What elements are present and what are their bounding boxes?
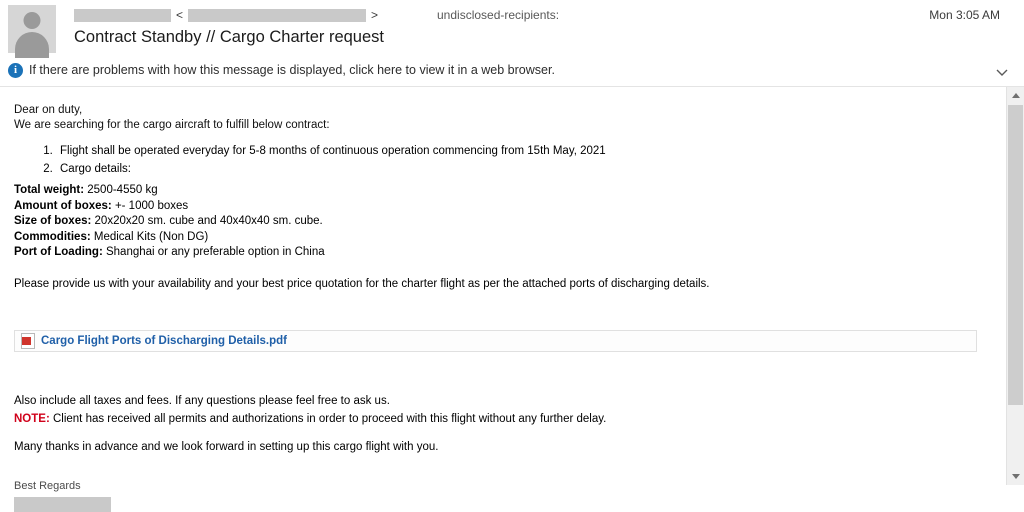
spec-label: Size of boxes: (14, 215, 92, 227)
display-problem-text[interactable]: If there are problems with how this message is displayed, click here to view it in a web browser. (29, 63, 555, 77)
sender-address-redacted (188, 9, 366, 22)
display-problem-bar[interactable] (0, 58, 1024, 82)
signature-redacted (14, 497, 111, 512)
attachment-zone (14, 322, 994, 352)
intro-line: We are searching for the cargo aircraft to fulfill below contract: (14, 119, 330, 131)
spec-row (14, 199, 994, 215)
scroll-up-button[interactable] (1007, 87, 1024, 104)
message-body (0, 87, 1024, 492)
avatar (8, 5, 56, 53)
spec-value: Medical Kits (Non DG) (90, 230, 209, 243)
arrow-up-icon (1012, 93, 1020, 98)
list-item: 2. Cargo details: (56, 161, 994, 177)
note-label: NOTE: (14, 412, 50, 425)
spec-label: Port of Loading: (14, 246, 103, 258)
chevron-down-icon[interactable] (994, 64, 1010, 80)
message-header (0, 0, 1024, 58)
attachment-name[interactable]: Cargo Flight Ports of Discharging Details.pdf (41, 334, 287, 347)
closing-line: Also include all taxes and fees. If any questions please feel free to ask us. (14, 394, 390, 407)
spec-row (14, 214, 994, 230)
closing-block (14, 392, 994, 512)
scrollbar-thumb[interactable] (1008, 105, 1023, 405)
note-text: Client has received all permits and authorizations in order to proceed with this flight without any further delay. (49, 412, 607, 425)
spec-row (14, 183, 994, 199)
spec-value: Shanghai or any preferable option in China (102, 246, 325, 258)
list-item: 1. Flight shall be operated everyday for 5-8 months of continuous operation commencing from 15th May, 2021 (56, 143, 994, 159)
spec-row (14, 230, 994, 246)
contract-list (14, 143, 994, 177)
spec-row (14, 245, 994, 261)
body-scrollbar[interactable] (1006, 87, 1024, 485)
attachment-item[interactable] (14, 330, 977, 352)
request-paragraph: Please provide us with your availability and your best price quotation for the charter flight as per the attached ports of discharging details. (14, 277, 710, 290)
angle-close: > (371, 8, 379, 22)
greeting-line: Dear on duty, (14, 104, 83, 116)
page-title: Contract Standby // Cargo Charter request (74, 28, 384, 46)
avatar-body (15, 32, 49, 58)
spec-value: 20x20x20 sm. cube and 40x40x40 sm. cube. (91, 215, 323, 227)
sender-line (74, 8, 383, 22)
spec-label: Total weight: (14, 184, 85, 196)
pdf-file-icon (21, 333, 35, 349)
cargo-specs (14, 183, 994, 261)
spec-label: Amount of boxes: (14, 199, 112, 212)
thanks-line: Many thanks in advance and we look forward in setting up this cargo flight with you. (14, 440, 439, 453)
angle-open: < (176, 8, 184, 22)
info-icon: i (8, 63, 23, 78)
spec-value: +- 1000 boxes (111, 199, 189, 212)
sender-name-redacted (74, 9, 171, 22)
best-regards-line: Best Regards (14, 479, 81, 492)
avatar-head (24, 12, 41, 29)
spec-value: 2500-4550 kg (84, 184, 158, 196)
spec-label: Commodities: (14, 230, 91, 243)
recipients-label[interactable]: undisclosed-recipients: (437, 8, 560, 22)
message-timestamp: Mon 3:05 AM (929, 8, 1000, 22)
note-line (14, 410, 994, 428)
scroll-down-button[interactable] (1007, 468, 1024, 485)
arrow-down-icon (1012, 474, 1020, 479)
